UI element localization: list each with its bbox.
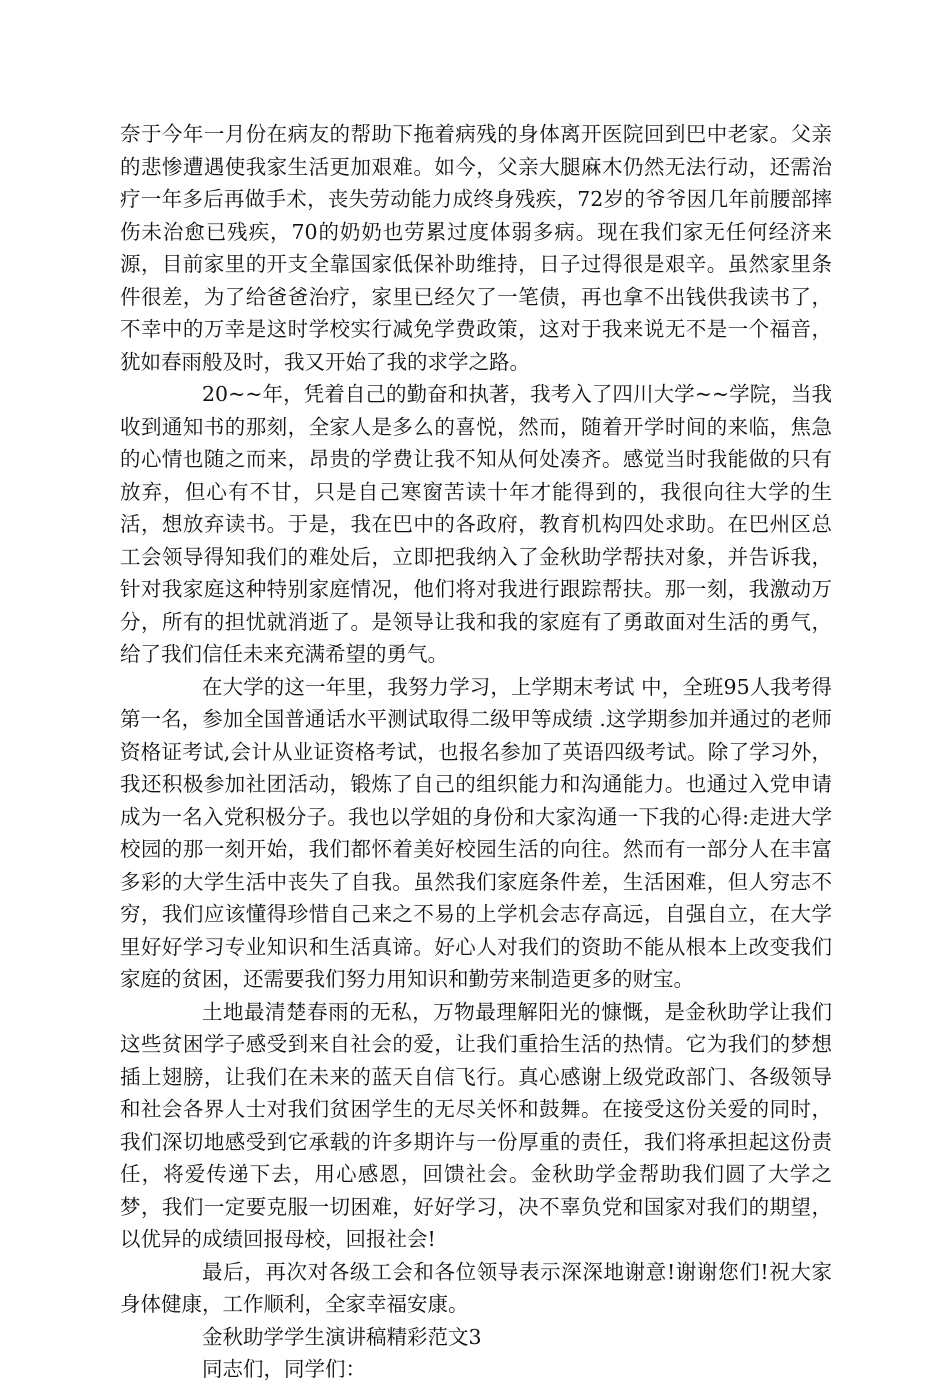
paragraph-2: 20~~年，凭着自己的勤奋和执著，我考入了四川大学~~学院，当我收到通知书的那刻，全家人是多么的喜悦，然而，随着开学时间的来临，焦急的心情也随之而来，昂贵的学费让我不知从何处凑齐。感觉当时我能做的只有放弃，但心有不甘，只是自己寒窗苦读十年才能得到的，我很向往大学的生活，想放弃读书。于是，我在巴中的各政府，教育机构四处求助。在巴州区总工会领导得知我们的难处后，立即把我纳入了金秋助学帮扶对象，并告诉我，针对我家庭这种特别家庭情况，他们将对我进行跟踪帮扶。那一刻，我激动万分，所有的担忧就消逝了。是领导让我和我的家庭有了勇敢面对生活的勇气，给了我们信任未来充满希望的勇气。 — [120, 382, 832, 666]
paragraph-3: 在大学的这一年里，我努力学习，上学期末考试 中，全班95人我考得第一名，参加全国普通话水平测试取得二级甲等成绩 .这学期参加并通过的老师资格证考试,会计从业证资格考试，也报名参加了英语四级考试。除了学习外，我还积极参加社团活动，锻炼了自己的组织能力和沟通能力。也通过入党申请成为一名入党积极分子。我也以学姐的身份和大家沟通一下我的心得:走进大学校园的那一刻开始，我们都怀着美好校园生活的向往。然而有一部分人在丰富多彩的大学生活中丧失了自我。虽然我们家庭条件差，生活困难，但人穷志不穷，我们应该懂得珍惜自己来之不易的上学机会志存高远，自强自立，在大学里好好学习专业知识和生活真谛。好心人对我们的资助不能从根本上改变我们家庭的贫困，还需要我们努力用知识和勤劳来制造更多的财宝。 — [120, 674, 832, 991]
paragraph-4: 土地最清楚春雨的无私，万物最理解阳光的慷慨，是金秋助学让我们这些贫困学子感受到来自社会的爱，让我们重拾生活的热情。它为我们的梦想插上翅膀，让我们在未来的蓝天自信飞行。真心感谢上级党政部门、各级领导和社会各界人士对我们贫困学生的无尽关怀和鼓舞。在接受这份关爱的同时，我们深切地感受到它承载的许多期许与一份厚重的责任，我们将承担起这份责任，将爱传递下去，用心感恩，回馈社会。金秋助学金帮助我们圆了大学之梦，我们一定要克服一切困难，好好学习，决不辜负党和国家对我们的期望，以优异的成绩回报母校，回报社会! — [120, 999, 832, 1251]
salutation: 同志们，同学们： — [202, 1357, 366, 1381]
section-heading: 金秋助学学生演讲稿精彩范文3 — [202, 1324, 482, 1349]
document-body — [120, 118, 832, 1386]
paragraph-1: 奈于今年一月份在病友的帮助下拖着病残的身体离开医院回到巴中老家。父亲的悲惨遭遇使我家生活更加艰难。如今，父亲大腿麻木仍然无法行动，还需治疗一年多后再做手术，丧失劳动能力成终身残疾，72岁的爷爷因几年前腰部摔伤未治愈已残疾，70的奶奶也劳累过度体弱多病。现在我们家无任何经济来源，目前家里的开支全靠国家低保补助维持，日子过得很是艰辛。虽然家里条件很差，为了给爸爸治疗，家里已经欠了一笔债，再也拿不出钱供我读书了，不幸中的万幸是这时学校实行减免学费政策，这对于我来说无不是一个福音，犹如春雨般及时，我又开始了我的求学之路。 — [120, 122, 832, 374]
paragraph-5: 最后，再次对各级工会和各位领导表示深深地谢意!谢谢您们!祝大家身体健康，工作顺利，全家幸福安康。 — [120, 1259, 832, 1316]
